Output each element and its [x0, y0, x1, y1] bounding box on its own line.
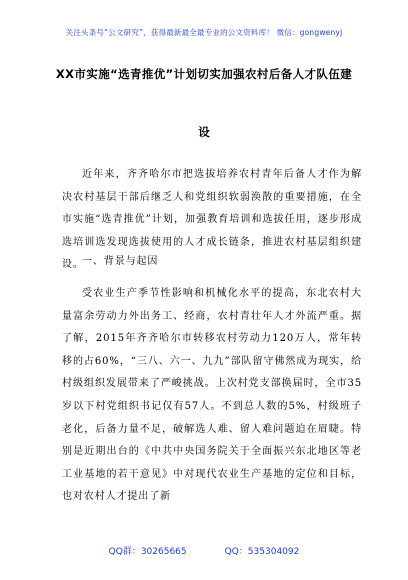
section-heading: 一、背景与起因 [82, 256, 159, 267]
background-paragraph-text: 受农业生产季节性影响和机械化水平的提高，东北农村大量富余劳动力外出务工、经商，农村青壮年人才外流严重。据了解，2015年齐齐哈尔市转移农村劳动力120万人，常年转移的占60%，“三八、六一、九九”部队留守佛然成为现实，给村级组织发展带来了严峻挑战。上次村党支部换届时，全市35岁以下村党组织书记仅有57人。不到总人数的5%，村级班子老化，后备力量不足，破解选人难、留人难问题迫在眉睫。特别是近期出台的《中共中央国务院关于全面振兴东北地区等老工业基地的若干意见》中对现代农业生产基地的定位和目标，也对农村人才提出了新 [62, 288, 362, 503]
footer-qq-group: QQ群：30265665 [108, 547, 187, 557]
footer [0, 544, 408, 557]
document-title-continued: 设 [198, 125, 210, 139]
intro-paragraph-text: 近年来，齐齐哈尔市把选拔培养农村青年后备人才作为解决农村基层干部后继乏人和党组织软弱涣散的重要措施，在全市实施“选青推优”计划，加强教育培训和选拔任用，逐步形成选培训选发现选拔使用的人才成长链条，推进农村基层组织建设。 [62, 169, 362, 271]
footer-qq: QQ：535304092 [224, 547, 300, 557]
background-paragraph [62, 283, 362, 509]
document-title: XX市实施“选青推优”计划切实加强农村后备人才队伍建 [55, 67, 353, 81]
header-banner: 关注头条号“公文研究”，获得最新最全最专业的公文资料库！ 微信：gongwenyj [65, 28, 343, 37]
